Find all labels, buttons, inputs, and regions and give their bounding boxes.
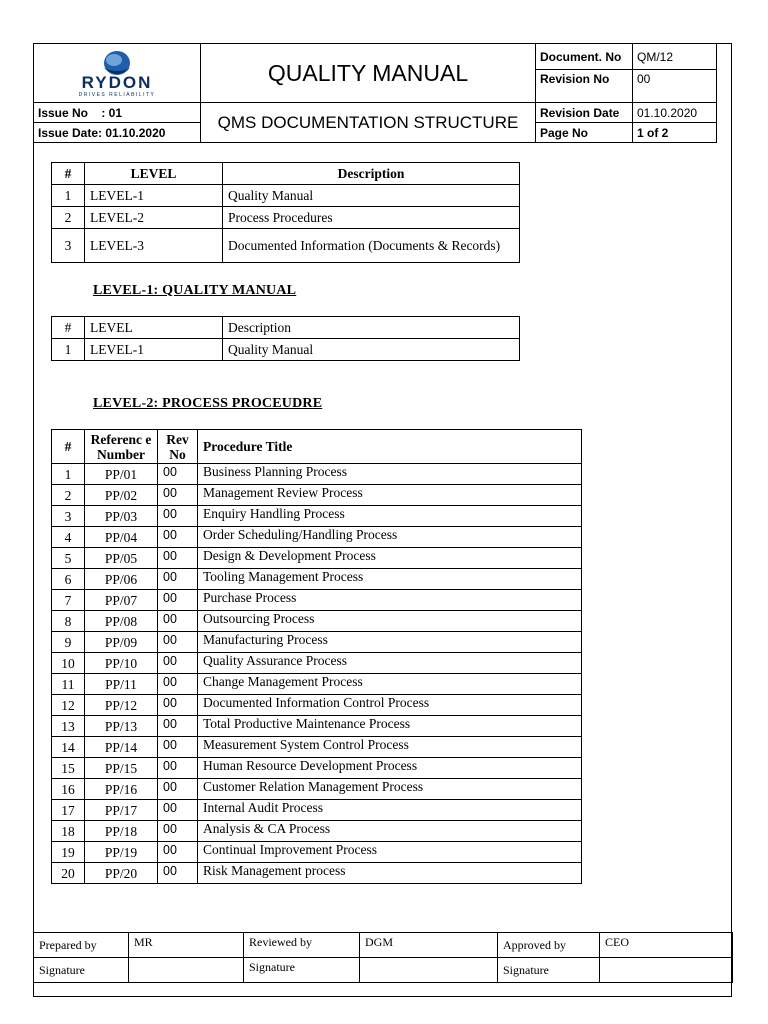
- row-procedure-title: Measurement System Control Process: [198, 737, 582, 758]
- row-rev: 00: [158, 590, 198, 611]
- table-row: [52, 569, 582, 590]
- approved-signature-label: Signature: [498, 958, 600, 983]
- prepared-signature-label: Signature: [34, 958, 129, 983]
- row-procedure-title: Human Resource Development Process: [198, 758, 582, 779]
- page-no-value: 1 of 2: [633, 123, 717, 143]
- table-row: [52, 611, 582, 632]
- issue-date: Issue Date: 01.10.2020: [34, 123, 201, 143]
- level1-table: [51, 316, 520, 361]
- approved-by-label: Approved by: [498, 933, 600, 958]
- row-reference: PP/18: [85, 821, 158, 842]
- row-rev: 00: [158, 464, 198, 485]
- row-procedure-title: Analysis & CA Process: [198, 821, 582, 842]
- row-reference: PP/01: [85, 464, 158, 485]
- row-num: 16: [52, 779, 85, 800]
- table-row: [52, 207, 520, 229]
- row-procedure-title: Change Management Process: [198, 674, 582, 695]
- row-num: 2: [52, 485, 85, 506]
- doc-no-value: QM/12: [633, 44, 717, 70]
- row-procedure-title: Tooling Management Process: [198, 569, 582, 590]
- table-row: [52, 548, 582, 569]
- row-num: 15: [52, 758, 85, 779]
- row-procedure-title: Continual Improvement Process: [198, 842, 582, 863]
- company-logo: [34, 44, 201, 103]
- row-reference: PP/15: [85, 758, 158, 779]
- table-row: [52, 863, 582, 884]
- row-rev: 00: [158, 506, 198, 527]
- row-level: LEVEL-3: [85, 229, 223, 263]
- col-header-rev: Rev No: [158, 430, 198, 464]
- row-description: Quality Manual: [223, 339, 520, 361]
- table-row: [52, 527, 582, 548]
- row-reference: PP/13: [85, 716, 158, 737]
- row-procedure-title: Enquiry Handling Process: [198, 506, 582, 527]
- row-rev: 00: [158, 863, 198, 884]
- procedures-table: [51, 429, 582, 884]
- row-num: 2: [52, 207, 85, 229]
- row-procedure-title: Quality Assurance Process: [198, 653, 582, 674]
- table-row: [52, 653, 582, 674]
- table-row: [52, 632, 582, 653]
- row-rev: 00: [158, 842, 198, 863]
- row-level: LEVEL-1: [85, 339, 223, 361]
- row-rev: 00: [158, 737, 198, 758]
- row-num: 11: [52, 674, 85, 695]
- col-header-reference: Referenc e Number: [85, 430, 158, 464]
- doc-title: QUALITY MANUAL: [201, 44, 536, 103]
- row-num: 1: [52, 464, 85, 485]
- row-procedure-title: Design & Development Process: [198, 548, 582, 569]
- logo-wordmark: RYDON: [81, 72, 153, 92]
- row-procedure-title: Order Scheduling/Handling Process: [198, 527, 582, 548]
- rydon-logo-icon: [52, 46, 182, 98]
- issue-no: Issue No : 01: [34, 103, 201, 123]
- approved-signature-field: [600, 958, 733, 983]
- row-reference: PP/08: [85, 611, 158, 632]
- table-row: [52, 590, 582, 611]
- table-row: [52, 674, 582, 695]
- row-procedure-title: Customer Relation Management Process: [198, 779, 582, 800]
- row-reference: PP/04: [85, 527, 158, 548]
- row-rev: 00: [158, 674, 198, 695]
- col-header-level: LEVEL: [85, 163, 223, 185]
- row-num: 1: [52, 339, 85, 361]
- row-rev: 00: [158, 653, 198, 674]
- row-num: 6: [52, 569, 85, 590]
- table-row: [52, 737, 582, 758]
- section-heading-level2: LEVEL-2: PROCESS PROCEUDRE: [93, 396, 323, 411]
- row-rev: 00: [158, 821, 198, 842]
- row-reference: PP/05: [85, 548, 158, 569]
- row-reference: PP/10: [85, 653, 158, 674]
- row-rev: 00: [158, 611, 198, 632]
- col-header-procedure-title: Procedure Title: [198, 430, 582, 464]
- row-reference: PP/12: [85, 695, 158, 716]
- reviewed-by-label: Reviewed by: [244, 933, 360, 958]
- row-description: Process Procedures: [223, 207, 520, 229]
- row-rev: 00: [158, 485, 198, 506]
- row-rev: 00: [158, 548, 198, 569]
- page-no-label: Page No: [536, 123, 633, 143]
- table-row: [52, 464, 582, 485]
- row-reference: PP/09: [85, 632, 158, 653]
- row-rev: 00: [158, 758, 198, 779]
- doc-subtitle: QMS DOCUMENTATION STRUCTURE: [201, 103, 536, 143]
- row-rev: 00: [158, 527, 198, 548]
- row-num: 3: [52, 506, 85, 527]
- table-row: [52, 716, 582, 737]
- row-num: 7: [52, 590, 85, 611]
- row-num: 20: [52, 863, 85, 884]
- doc-no-label: Document. No: [536, 44, 633, 70]
- table-row: [52, 229, 520, 263]
- reviewed-by-value: DGM: [360, 933, 498, 958]
- row-num: 8: [52, 611, 85, 632]
- table-row: [52, 506, 582, 527]
- row-reference: PP/19: [85, 842, 158, 863]
- col-header-level: LEVEL: [85, 317, 223, 339]
- row-num: 3: [52, 229, 85, 263]
- row-procedure-title: Manufacturing Process: [198, 632, 582, 653]
- col-header-num: #: [52, 163, 85, 185]
- row-reference: PP/03: [85, 506, 158, 527]
- table-row: [52, 758, 582, 779]
- row-procedure-title: Total Productive Maintenance Process: [198, 716, 582, 737]
- row-num: 13: [52, 716, 85, 737]
- row-rev: 00: [158, 632, 198, 653]
- row-procedure-title: Documented Information Control Process: [198, 695, 582, 716]
- logo-tagline: DRIVES RELIABILITY: [78, 91, 156, 98]
- row-reference: PP/20: [85, 863, 158, 884]
- row-num: 19: [52, 842, 85, 863]
- row-num: 10: [52, 653, 85, 674]
- row-num: 18: [52, 821, 85, 842]
- prepared-signature-field: [129, 958, 244, 983]
- row-reference: PP/17: [85, 800, 158, 821]
- row-num: 14: [52, 737, 85, 758]
- row-rev: 00: [158, 695, 198, 716]
- row-procedure-title: Internal Audit Process: [198, 800, 582, 821]
- table-row: [52, 842, 582, 863]
- col-header-num: #: [52, 317, 85, 339]
- rev-date-value: 01.10.2020: [633, 103, 717, 123]
- row-procedure-title: Purchase Process: [198, 590, 582, 611]
- row-rev: 00: [158, 569, 198, 590]
- row-procedure-title: Risk Management process: [198, 863, 582, 884]
- reviewed-signature-label: Signature: [244, 958, 360, 983]
- row-num: 5: [52, 548, 85, 569]
- table-row: [52, 695, 582, 716]
- col-header-description: Description: [223, 317, 520, 339]
- approved-by-value: CEO: [600, 933, 733, 958]
- rev-no-label: Revision No: [536, 70, 633, 103]
- levels-table: [51, 162, 520, 263]
- row-description: Documented Information (Documents & Records): [223, 229, 520, 263]
- table-row: [52, 339, 520, 361]
- row-rev: 00: [158, 779, 198, 800]
- table-row: [52, 485, 582, 506]
- prepared-by-label: Prepared by: [34, 933, 129, 958]
- row-rev: 00: [158, 800, 198, 821]
- row-reference: PP/14: [85, 737, 158, 758]
- row-num: 1: [52, 185, 85, 207]
- row-reference: PP/11: [85, 674, 158, 695]
- reviewed-signature-field: [360, 958, 498, 983]
- table-row: [52, 800, 582, 821]
- col-header-num: #: [52, 430, 85, 464]
- row-rev: 00: [158, 716, 198, 737]
- document-header: [33, 43, 717, 143]
- table-row: [52, 185, 520, 207]
- row-reference: PP/07: [85, 590, 158, 611]
- row-num: 17: [52, 800, 85, 821]
- row-level: LEVEL-2: [85, 207, 223, 229]
- row-reference: PP/02: [85, 485, 158, 506]
- row-reference: PP/06: [85, 569, 158, 590]
- row-reference: PP/16: [85, 779, 158, 800]
- row-procedure-title: Outsourcing Process: [198, 611, 582, 632]
- row-description: Quality Manual: [223, 185, 520, 207]
- row-num: 9: [52, 632, 85, 653]
- rev-date-label: Revision Date: [536, 103, 633, 123]
- section-heading-level1: LEVEL-1: QUALITY MANUAL: [93, 283, 297, 298]
- row-procedure-title: Management Review Process: [198, 485, 582, 506]
- rev-no-value: 00: [633, 70, 717, 103]
- row-level: LEVEL-1: [85, 185, 223, 207]
- row-num: 12: [52, 695, 85, 716]
- row-num: 4: [52, 527, 85, 548]
- col-header-description: Description: [223, 163, 520, 185]
- table-row: [52, 779, 582, 800]
- approval-footer: [33, 932, 733, 983]
- row-procedure-title: Business Planning Process: [198, 464, 582, 485]
- prepared-by-value: MR: [129, 933, 244, 958]
- table-row: [52, 821, 582, 842]
